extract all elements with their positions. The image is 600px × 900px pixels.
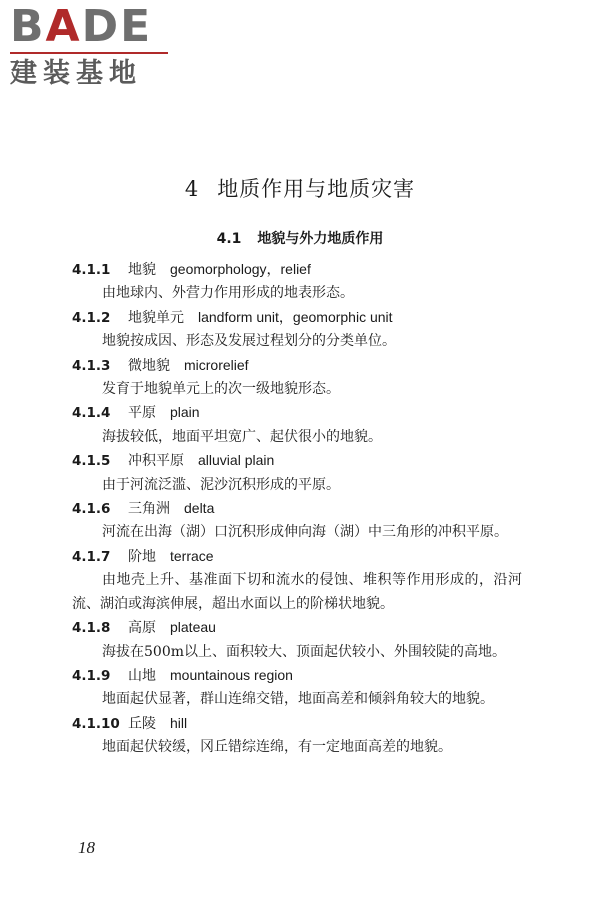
term-entry [72,712,522,760]
term-entry [72,258,522,306]
term-english: landform unit，geomorphic unit [198,308,393,325]
term-chinese: 地貌单元 [128,309,184,326]
term-english: plain [170,404,200,421]
term-heading [72,401,522,425]
term-number: 4.1.9 [72,667,111,684]
chapter-title [0,173,600,203]
term-heading [72,306,522,330]
term-entry [72,401,522,449]
term-list [72,258,522,760]
page-number: 18 [78,838,95,857]
term-chinese: 丘陵 [128,715,156,732]
section-title-text: 地貌与外力地质作用 [257,231,384,247]
term-entry [72,306,522,354]
term-heading [72,616,522,640]
term-chinese: 高原 [128,620,156,637]
term-number: 4.1.3 [72,357,111,374]
logo-chinese-text: 建装基地 [10,58,142,89]
term-entry [72,664,522,712]
chapter-number: 4 [184,177,200,201]
term-chinese: 微地貌 [128,357,170,374]
term-definition: 海拔较低，地面平坦宽广、起伏很小的地貌。 [102,428,382,445]
term-definition: 地貌按成因、形态及发展过程划分的分类单位。 [102,333,396,350]
term-definition: 地面起伏较缓，冈丘错综连绵，有一定地面高差的地貌。 [102,739,452,756]
term-english: plateau [170,619,216,636]
term-number: 4.1.4 [72,405,111,422]
term-entry [72,497,522,545]
term-chinese: 地貌 [128,262,156,278]
publisher-logo [10,1,180,90]
term-heading [72,258,522,282]
term-number: 4.1.8 [72,620,111,637]
term-chinese: 冲积平原 [128,453,184,470]
term-english: geomorphology，relief [170,261,311,277]
term-number: 4.1.10 [72,715,120,732]
term-definition: 地面起伏显著，群山连绵交错，地面高差和倾斜角较大的地貌。 [102,691,494,708]
term-english: hill [170,714,188,731]
term-number: 4.1.7 [72,548,111,565]
term-english: alluvial plain [198,452,275,469]
term-definition: 由地壳上升、基准面下切和流水的侵蚀、堆积等作用形成的，沿河流、湖泊或海滨伸展，超出水面以上的阶梯状地貌。 [72,572,522,612]
term-definition: 由地球内、外营力作用形成的地表形态。 [102,285,354,302]
term-number: 4.1.2 [72,309,111,326]
term-chinese: 山地 [128,667,156,684]
term-english: delta [184,500,215,517]
term-heading [72,354,522,378]
term-entry [72,616,522,664]
logo-wordmark: BADE [10,1,153,52]
term-number: 4.1.5 [72,453,111,470]
term-english: microrelief [184,356,249,373]
term-heading [72,545,522,569]
term-heading [72,497,522,521]
term-english: mountainous region [170,666,293,683]
term-heading [72,664,522,688]
chapter-title-text: 地质作用与地质灾害 [217,177,416,201]
logo-underline [10,52,168,54]
term-chinese: 阶地 [128,548,156,565]
term-heading [72,449,522,473]
section-number: 4.1 [216,231,242,247]
term-number: 4.1.6 [72,501,111,518]
term-definition: 发育于地貌单元上的次一级地貌形态。 [102,381,340,398]
term-chinese: 平原 [128,405,156,422]
term-definition: 由于河流泛滥、泥沙沉积形成的平原。 [102,476,340,493]
term-entry [72,354,522,402]
section-title [0,228,600,248]
term-definition: 河流在出海（湖）口沉积形成伸向海（湖）中三角形的冲积平原。 [102,524,508,541]
term-chinese: 三角洲 [128,501,170,518]
term-english: terrace [170,547,214,564]
term-heading [72,712,522,736]
term-number: 4.1.1 [72,262,111,278]
term-definition: 海拔在500m以上、面积较大、顶面起伏较小、外围较陡的高地。 [102,643,506,660]
term-entry [72,545,522,616]
term-entry [72,449,522,497]
